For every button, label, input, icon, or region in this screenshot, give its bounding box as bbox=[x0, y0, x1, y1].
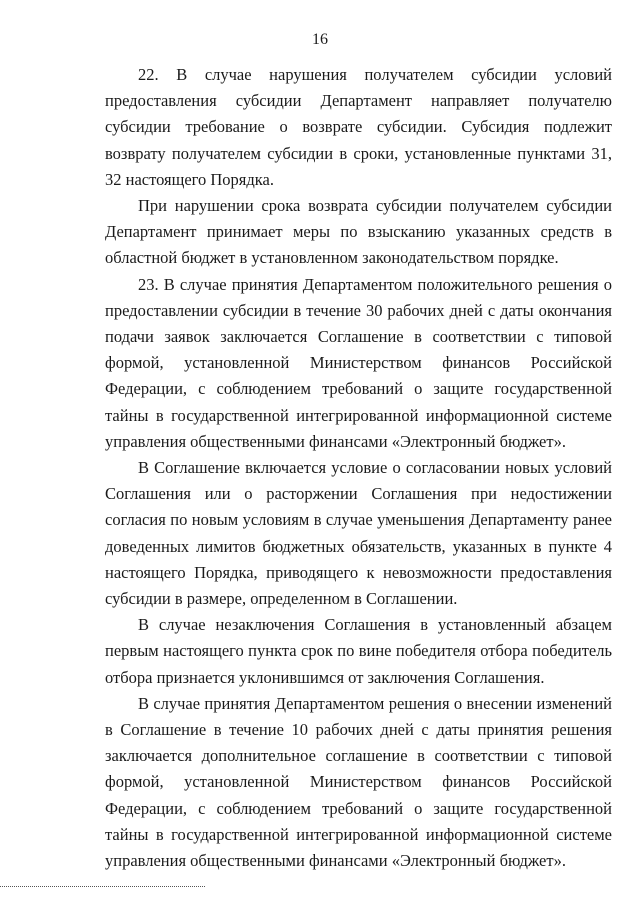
paragraph-agreement-evasion: В случае незаключения Соглашения в установленный абзацем первым настоящего пункта срок по вине победителя отбора победитель отбора признается уклонившимся от заключения Соглашения. bbox=[105, 615, 612, 687]
paragraph-22-refund-requirement: 22. В случае нарушения получателем субсидии условий предоставления субсидии Департамент направляет получателю субсидии требование о возврате субсидии. Субсидия подлежит возврату получателем субсидии в сроки, установленные пунктами 31, 32 настоящего Порядка. bbox=[105, 65, 612, 189]
footer-divider bbox=[0, 886, 205, 887]
paragraph-23-agreement-conclusion: 23. В случае принятия Департаментом положительного решения о предоставлении субсидии в течение 30 рабочих дней с даты окончания подачи заявок заключается Соглашение в соответствии с типовой формой, установленной Министерством финансов Российской Федерации, с соблюдением требований о защите государственной тайны в государственной интегрированной информационной системе управления общественными финансами «Электронный бюджет». bbox=[105, 274, 612, 451]
paragraph-refund-deadline-violation: При нарушении срока возврата субсидии получателем субсидии Департамент принимает меры по взысканию указанных средств в областной бюджет в установленном законодательством порядке. bbox=[105, 196, 612, 268]
paragraph-supplementary-agreement: В случае принятия Департаментом решения о внесении изменений в Соглашение в течение 10 рабочих дней с даты принятия решения заключается дополнительное соглашение в соответствии с типовой формой, установленной Министерством финансов Российской Федерации, с соблюдением требований о защите государственной тайны в государственной интегрированной информационной системе управления общественными финансами «Электронный бюджет». bbox=[105, 693, 612, 871]
document-body bbox=[105, 62, 612, 874]
page-number: 16 bbox=[312, 31, 328, 48]
paragraph-agreement-conditions: В Соглашение включается условие о согласовании новых условий Соглашения или о расторжении Соглашения при недостижении согласия по новым условиям в случае уменьшения Департаменту ранее доведенных лимитов бюджетных обязательств, указанных в пункте 4 настоящего Порядка, приводящего к невозможности предоставления субсидии в размере, определенном в Соглашении. bbox=[105, 458, 612, 609]
